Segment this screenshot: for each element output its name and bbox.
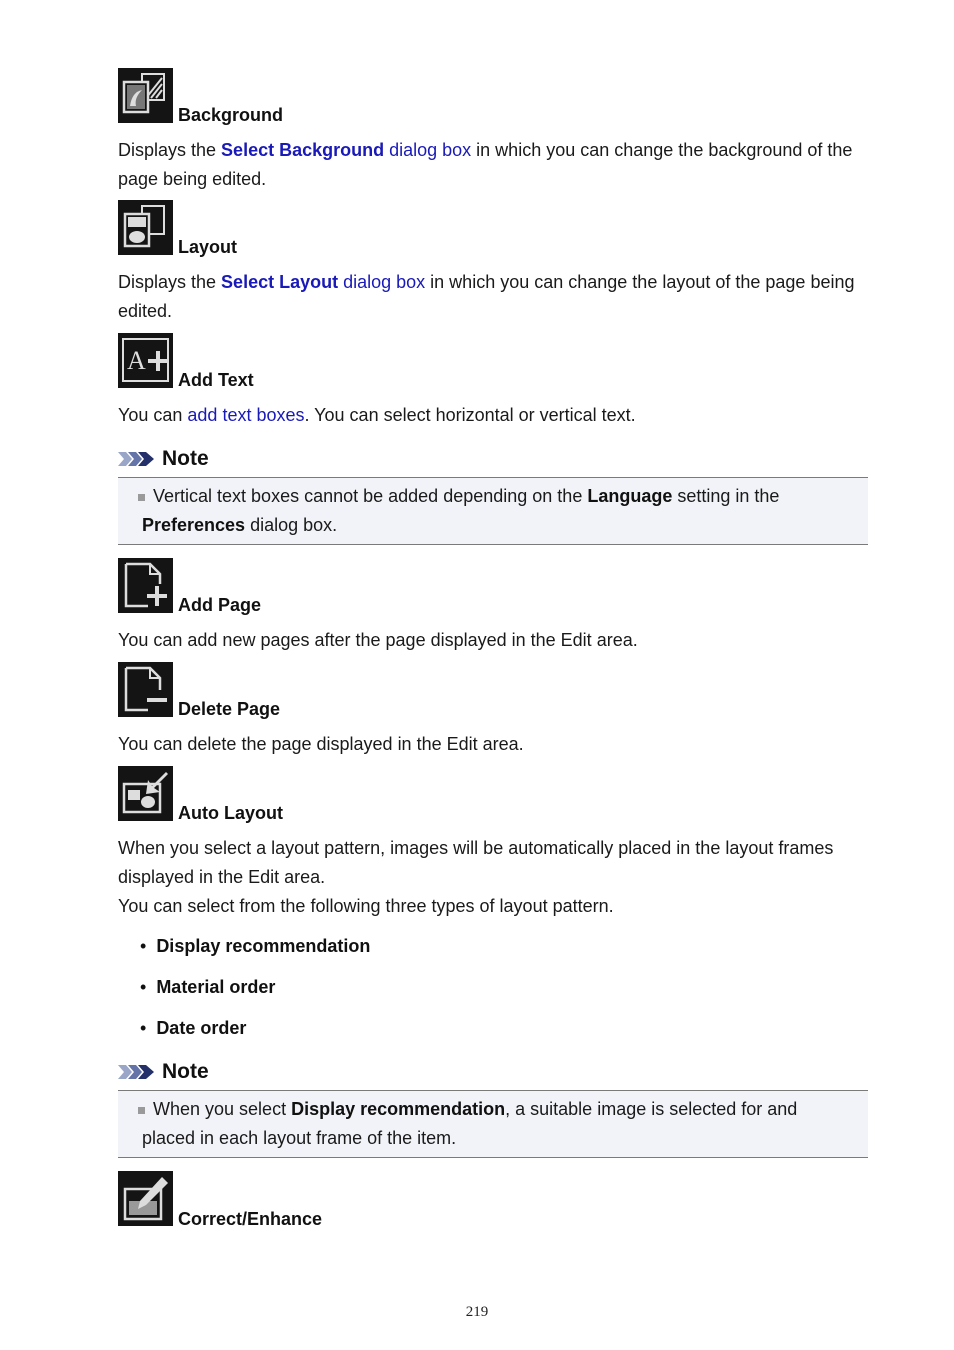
bullet-date-order: Date order: [156, 1018, 247, 1038]
select-layout-link[interactable]: Select Layout: [221, 272, 339, 292]
note-bullet-icon: [138, 1107, 145, 1114]
note-1-text-1: Vertical text boxes cannot be added depending on the: [153, 486, 588, 506]
background-description: [118, 136, 868, 194]
layout-description: [118, 268, 868, 326]
delete-page-heading: Delete Page: [178, 699, 281, 719]
add-text-text-2: . You can select horizontal or vertical text.: [304, 405, 636, 425]
background-heading: Background: [178, 105, 284, 125]
auto-layout-icon: [118, 766, 173, 821]
note-2-header: [118, 1057, 209, 1087]
note-2-display-recommendation: Display recommendation: [291, 1099, 506, 1119]
note-1-language: Language: [587, 486, 673, 506]
auto-layout-heading: Auto Layout: [178, 803, 283, 823]
correct-enhance-icon: [118, 1171, 173, 1226]
add-text-text-1: You can: [118, 405, 188, 425]
layout-heading: Layout: [178, 237, 238, 257]
add-text-boxes-link[interactable]: add text boxes: [187, 405, 305, 425]
note-arrows-icon: [118, 450, 156, 468]
note-1-title: Note: [162, 447, 209, 470]
note-1-header: [118, 444, 209, 474]
note-1-box: [118, 477, 868, 545]
page-number: 219: [465, 1304, 489, 1320]
layout-text-1: Displays the: [118, 272, 222, 292]
svg-text:A: A: [127, 346, 146, 375]
select-background-link[interactable]: Select Background: [221, 140, 385, 160]
background-dialog-box-link[interactable]: dialog box: [384, 140, 472, 160]
add-text-icon: [118, 333, 173, 388]
add-page-description: You can add new pages after the page displayed in the Edit area.: [118, 630, 638, 650]
note-2-box: [118, 1090, 868, 1158]
list-item: • Material order: [140, 977, 276, 997]
note-bullet-icon: [138, 494, 145, 501]
add-page-heading: Add Page: [178, 595, 262, 615]
bullet-material-order: Material order: [156, 977, 276, 997]
background-text-1: Displays the: [118, 140, 222, 160]
note-arrows-icon: [118, 1063, 156, 1081]
add-text-description: [118, 401, 868, 430]
correct-enhance-heading: Correct/Enhance: [178, 1209, 323, 1229]
layout-dialog-box-link[interactable]: dialog box: [338, 272, 426, 292]
layout-text-2: in which you can change the layout of the page being edited.: [118, 272, 855, 321]
auto-layout-description-1: When you select a layout pattern, images will be automatically placed in the layout frames displayed in the Edit area.: [118, 838, 834, 887]
background-text-2: in which you can change the background of the page being edited.: [118, 140, 853, 189]
auto-layout-description-2: You can select from the following three types of layout pattern.: [118, 896, 614, 916]
delete-page-icon: [118, 662, 173, 717]
note-2-text-1: When you select: [153, 1099, 292, 1119]
delete-page-description: You can delete the page displayed in the Edit area.: [118, 734, 524, 754]
note-1-text-2: setting in the: [672, 486, 780, 506]
bullet-display-recommendation: Display recommendation: [156, 936, 371, 956]
add-page-icon: [118, 558, 173, 613]
note-2-text-2: , a suitable image is selected for and placed in each layout frame of the item.: [142, 1099, 798, 1148]
list-item: • Display recommendation: [140, 936, 371, 956]
note-1-preferences: Preferences: [142, 515, 246, 535]
note-2-title: Note: [162, 1060, 209, 1083]
note-1-text-3: dialog box.: [245, 515, 338, 535]
background-icon: [118, 68, 173, 123]
list-item: • Date order: [140, 1018, 247, 1038]
layout-icon: [118, 200, 173, 255]
add-text-heading: Add Text: [178, 370, 254, 390]
